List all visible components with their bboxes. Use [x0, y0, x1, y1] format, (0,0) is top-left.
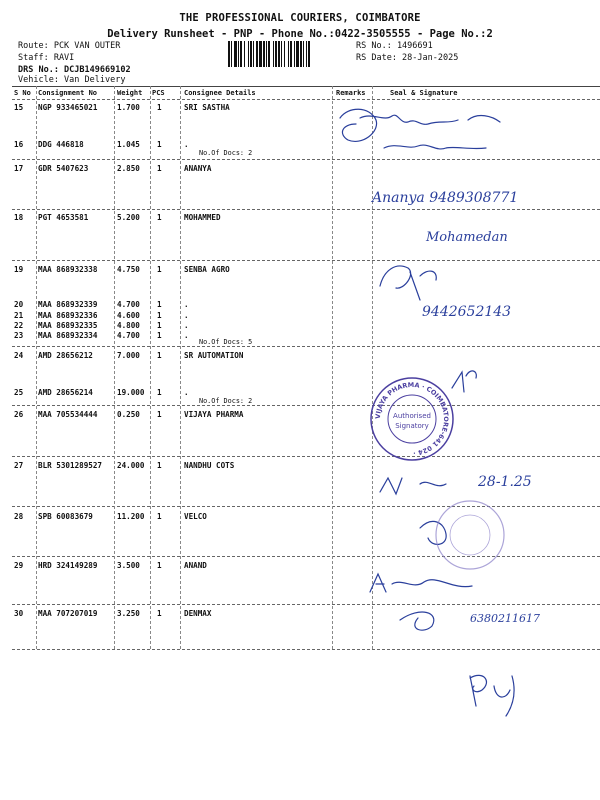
row-sno: 15: [14, 103, 24, 112]
col-header-weight: Weight: [117, 89, 143, 97]
row-pcs: 1: [157, 410, 162, 419]
row-docs-count: No.Of Docs: 5: [199, 338, 253, 346]
row-consignment-no: MAA 868932339: [38, 300, 98, 309]
row-consignment-no: DDG 446818: [38, 140, 84, 149]
row-consignment-no: MAA 705534444: [38, 410, 98, 419]
row-weight: 7.000: [117, 351, 140, 360]
row-sno: 28: [14, 512, 24, 521]
row-pcs: 1: [157, 321, 162, 330]
row-weight: 4.750: [117, 265, 140, 274]
row-sno: 16: [14, 140, 24, 149]
row-consignment-no: MAA 707207019: [38, 609, 98, 618]
row-pcs: 1: [157, 561, 162, 570]
row-sno: 23: [14, 331, 24, 340]
handwriting-denmax-phone: 6380211617: [470, 612, 540, 625]
handwriting-mohammed: Mohamedan: [426, 230, 508, 245]
row-pcs: 1: [157, 164, 162, 173]
signature-anand: [370, 574, 472, 592]
runsheet-title: THE PROFESSIONAL COURIERS, COIMBATORE: [179, 12, 421, 24]
row-weight: 24.000: [117, 461, 145, 470]
signature-senba: [380, 266, 436, 300]
runsheet-subtitle: Delivery Runsheet - PNP - Phone No.:0422-3505555 - Page No.:2: [107, 28, 493, 40]
row-sno: 27: [14, 461, 24, 470]
vehicle-label: Vehicle: Van Delivery: [18, 75, 126, 85]
stamp-line-1: Authorised: [393, 412, 431, 420]
col-header-consignment: Consignment No: [38, 89, 98, 97]
signature-scribble-16: [384, 145, 486, 149]
row-pcs: 1: [157, 311, 162, 320]
row-pcs: 1: [157, 512, 162, 521]
staff-label: Staff: RAVI: [18, 53, 75, 63]
row-weight: 5.200: [117, 213, 140, 222]
row-consignee: SRI SASTHA: [184, 103, 230, 112]
row-sno: 24: [14, 351, 24, 360]
signature-nandhu: [380, 478, 446, 494]
row-consignment-no: BLR 5301289527: [38, 461, 103, 470]
row-sno: 17: [14, 164, 24, 173]
signature-velco: [420, 521, 446, 544]
signature-denmax: [400, 612, 434, 630]
row-consignment-no: MAA 868932334: [38, 331, 98, 340]
row-weight: 4.600: [117, 311, 140, 320]
handwriting-nandhu-date: 28-1.25: [478, 474, 532, 490]
row-consignment-no: MAA 868932336: [38, 311, 98, 320]
row-sno: 29: [14, 561, 24, 570]
row-consignment-no: GDR 5407623: [38, 164, 89, 173]
row-consignee: .: [184, 311, 189, 320]
row-weight: 4.800: [117, 321, 140, 330]
row-consignee: ANANYA: [184, 164, 212, 173]
row-consignment-no: MAA 868932338: [38, 265, 98, 274]
row-pcs: 1: [157, 213, 162, 222]
row-sno: 18: [14, 213, 24, 222]
row-pcs: 1: [157, 609, 162, 618]
row-consignee: DENMAX: [184, 609, 212, 618]
row-consignment-no: MAA 868932335: [38, 321, 98, 330]
row-consignee: VELCO: [184, 512, 207, 521]
row-weight: 19.000: [117, 388, 145, 397]
row-sno: 22: [14, 321, 24, 330]
rs-date: RS Date: 28-Jan-2025: [356, 53, 459, 63]
row-consignee: .: [184, 321, 189, 330]
row-consignee: NANDHU COTS: [184, 461, 235, 470]
row-docs-count: No.Of Docs: 2: [199, 397, 253, 405]
row-consignee: ANAND: [184, 561, 207, 570]
row-sno: 25: [14, 388, 24, 397]
row-consignee: .: [184, 331, 189, 340]
drs-number: DRS No.: DCJB149669102: [18, 65, 131, 75]
row-weight: 11.200: [117, 512, 145, 521]
row-consignment-no: AMD 28656214: [38, 388, 93, 397]
col-header-sno: S No: [14, 89, 31, 97]
row-sno: 19: [14, 265, 24, 274]
row-pcs: 1: [157, 461, 162, 470]
row-pcs: 1: [157, 103, 162, 112]
row-consignee: SENBA AGRO: [184, 265, 230, 274]
signature-bottom: [470, 675, 514, 716]
row-sno: 30: [14, 609, 24, 618]
row-pcs: 1: [157, 300, 162, 309]
row-weight: 3.500: [117, 561, 140, 570]
handwriting-senba-phone: 9442652143: [422, 304, 512, 320]
row-consignment-no: SPB 60083679: [38, 512, 93, 521]
row-docs-count: No.Of Docs: 2: [199, 149, 253, 157]
row-weight: 2.850: [117, 164, 140, 173]
row-pcs: 1: [157, 140, 162, 149]
row-consignee: .: [184, 300, 189, 309]
row-weight: 4.700: [117, 331, 140, 340]
signature-sri-sastha: [340, 109, 500, 141]
stamp-vijaya-pharma: [371, 378, 453, 460]
row-sno: 26: [14, 410, 24, 419]
row-consignment-no: AMD 28656212: [38, 351, 93, 360]
row-pcs: 1: [157, 388, 162, 397]
stamp-line-2: Signatory: [395, 422, 429, 430]
stamp-ring-text: VIJAYA PHARMA · COIMBATORE-641 024 ·: [373, 380, 451, 457]
route-label: Route: PCK VAN OUTER: [18, 41, 121, 51]
row-weight: 4.700: [117, 300, 140, 309]
row-consignment-no: HRD 324149289: [38, 561, 98, 570]
row-weight: 1.045: [117, 140, 140, 149]
row-sno: 21: [14, 311, 24, 320]
col-header-pcs: PCS: [152, 89, 165, 97]
row-weight: 3.250: [117, 609, 140, 618]
row-pcs: 1: [157, 331, 162, 340]
col-header-consignee: Consignee Details: [184, 89, 256, 97]
row-consignment-no: NGP 933465021: [38, 103, 98, 112]
row-weight: 1.700: [117, 103, 140, 112]
row-consignment-no: PGT 4653581: [38, 213, 89, 222]
row-consignee: .: [184, 140, 189, 149]
row-pcs: 1: [157, 265, 162, 274]
row-pcs: 1: [157, 351, 162, 360]
row-consignee: SR AUTOMATION: [184, 351, 244, 360]
row-weight: 0.250: [117, 410, 140, 419]
row-sno: 20: [14, 300, 24, 309]
row-consignee: MOHAMMED: [184, 213, 221, 222]
col-header-remarks: Remarks: [336, 89, 366, 97]
rs-number: RS No.: 1496691: [356, 41, 433, 51]
signature-sr-automation: [452, 371, 476, 392]
row-consignee: VIJAYA PHARMA: [184, 410, 244, 419]
handwriting-ananya: Ananya 9489308771: [372, 190, 519, 206]
col-header-seal: Seal & Signature: [390, 89, 458, 97]
row-consignee: .: [184, 388, 189, 397]
